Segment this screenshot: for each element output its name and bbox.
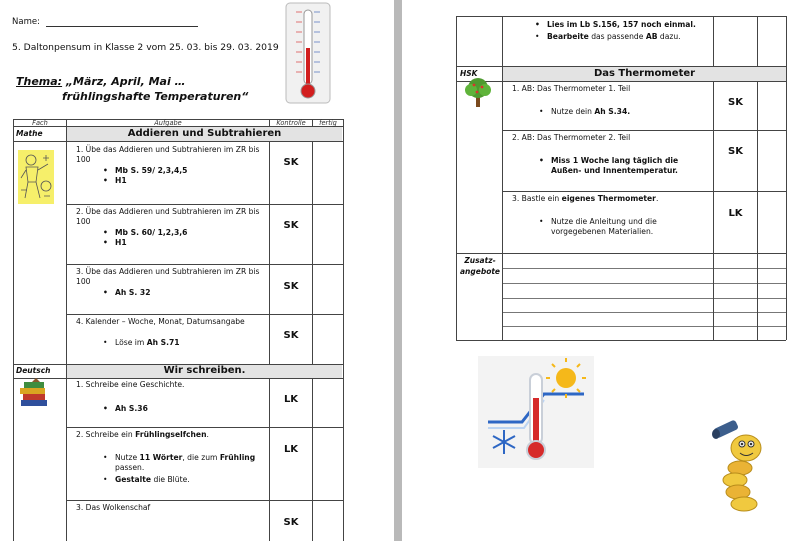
mathe-task-3-text: 3. Übe das Addieren und Subtrahieren im ZR bis 100: [76, 267, 260, 286]
bookworm-telescope-icon: [710, 418, 772, 514]
deutsch-task-1: [76, 380, 266, 414]
worksheet-page-left: [0, 0, 394, 541]
mathe-task-2-bullet-2: • H1: [103, 238, 266, 248]
column-header-fach: Fach: [32, 119, 48, 127]
hsk-task-1-kontrolle: SK: [728, 97, 743, 108]
deutsch-task-2-kontrolle: LK: [283, 444, 299, 455]
mathe-task-1-bullet-2: • H1: [103, 176, 266, 186]
mathe-task-4-text: 4. Kalender – Woche, Monat, Datumsangabe: [76, 317, 245, 326]
column-header-kontrolle: Kontrolle: [276, 119, 306, 127]
hsk-task-1-bullet-1: • Nutze dein Ah S.34.: [539, 107, 710, 117]
mathe-section-title: Addieren und Subtrahieren: [127, 128, 282, 139]
hsk-task-1: [512, 84, 710, 117]
thema-heading: [16, 74, 248, 104]
hsk-task-3-kontrolle: LK: [728, 208, 743, 219]
fach-mathe: Mathe: [16, 129, 43, 138]
hsk-section-title: Das Thermometer: [593, 68, 696, 79]
mathe-task-2-kontrolle: SK: [283, 220, 299, 231]
temperature-clipart-icon: [478, 356, 594, 468]
hsk-task-2: [512, 133, 710, 176]
mathe-task-2: [76, 207, 266, 248]
deutsch-task-2: [76, 430, 266, 485]
mathe-task-1: [76, 145, 266, 186]
deutsch-task-1-kontrolle: LK: [283, 394, 299, 405]
mathe-task-3-bullet-1: • Ah S. 32: [103, 288, 266, 298]
books-icon: [18, 378, 50, 408]
deutsch-task-3-text: 3. Das Wolkenschaf: [76, 503, 151, 512]
deutsch-task-1-bullet-1: • Ah S.36: [103, 404, 266, 414]
deutsch-task-1-text: 1. Schreibe eine Geschichte.: [76, 380, 185, 389]
mathe-task-1-text: 1. Übe das Addieren und Subtrahieren im ZR bis 100: [76, 145, 260, 164]
hsk-task-2-bullet-1: • Miss 1 Woche lang täglich die Außen- und Innentemperatur.: [539, 156, 710, 176]
deutsch-task-2-bullet-2: • Gestalte die Blüte.: [103, 475, 266, 485]
fach-deutsch: Deutsch: [16, 366, 51, 375]
name-line[interactable]: [46, 26, 198, 27]
mathe-task-2-bullet-1: • Mb S. 60/ 1,2,3,6: [103, 228, 266, 238]
fach-zusatzangebote: Zusatz-angebote: [459, 256, 501, 276]
column-header-aufgabe: Aufgabe: [154, 119, 182, 127]
math-clipart-icon: [18, 150, 54, 204]
hsk-task-1-text: 1. AB: Das Thermometer 1. Teil: [512, 84, 631, 93]
hsk-task-2-kontrolle: SK: [728, 146, 743, 157]
continued-bullet-1: • Lies im Lb S.156, 157 noch einmal.: [535, 20, 710, 30]
hsk-task-2-text: 2. AB: Das Thermometer 2. Teil: [512, 133, 631, 142]
thema-line1: „März, April, Mai …: [62, 75, 186, 88]
continued-bullet-2: • Bearbeite das passende AB dazu.: [535, 32, 710, 42]
fach-hsk: HSK: [460, 69, 478, 78]
hsk-task-3: [512, 194, 710, 237]
thema-label: Thema:: [16, 75, 63, 88]
mathe-task-1-kontrolle: SK: [283, 157, 299, 168]
mathe-task-3: [76, 267, 266, 298]
tree-icon: [462, 76, 494, 108]
hsk-task-3-text: 3. Bastle ein eigenes Thermometer.: [512, 194, 659, 203]
deutsch-task-2-text: 2. Schreibe ein Frühlingselfchen.: [76, 430, 209, 439]
worksheet-page-right: [402, 0, 800, 541]
mathe-task-3-kontrolle: SK: [283, 281, 299, 292]
mathe-task-4-bullet-1: • Löse im Ah S.71: [103, 338, 266, 348]
mathe-task-1-bullet-1: • Mb S. 59/ 2,3,4,5: [103, 166, 266, 176]
pensum-title: 5. Daltonpensum in Klasse 2 vom 25. 03. bis 29. 03. 2019: [12, 42, 279, 53]
deutsch-task-3: [76, 503, 266, 513]
mathe-task-4: [76, 317, 266, 348]
mathe-task-4-kontrolle: SK: [283, 330, 299, 341]
mathe-task-2-text: 2. Übe das Addieren und Subtrahieren im ZR bis 100: [76, 207, 260, 226]
column-header-fertig: fertig: [319, 119, 337, 127]
thema-line2: frühlingshafte Temperaturen“: [62, 90, 249, 103]
deutsch-task-2-bullet-1: • Nutze 11 Wörter, die zum Frühling passen.: [103, 453, 266, 473]
deutsch-task-3-kontrolle: SK: [283, 517, 299, 528]
name-label: Name:: [12, 17, 40, 27]
thermometer-icon: [284, 2, 332, 106]
hsk-task-3-bullet-1: • Nutze die Anleitung und die vorgegebenen Materialien.: [539, 217, 710, 237]
continued-bullets: [535, 20, 710, 42]
deutsch-section-title: Wir schreiben.: [163, 365, 246, 376]
